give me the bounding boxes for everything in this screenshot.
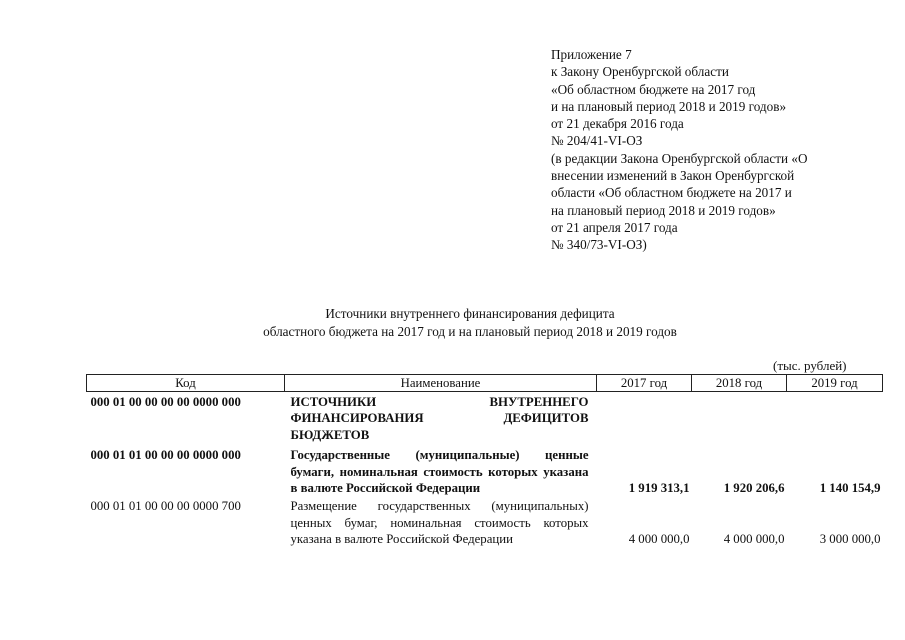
table-header-row [87,375,883,392]
row-value-2019: 3 000 000,0 [819,532,881,547]
row-name: Государственные (муниципальные) ценные бумаги, номинальная стоимость которых указана в валюте Российской Федерации [290,448,589,496]
appendix-note [551,46,881,254]
row-value-2017: 1 919 313,1 [628,481,690,496]
row-code: 000 01 00 00 00 00 0000 000 [90,395,241,409]
row-value-2019: 1 140 154,9 [819,481,881,496]
row-value-2019 [787,392,883,444]
financing-sources-table [86,374,883,548]
table-row [87,443,883,496]
header-code: Код [87,375,285,392]
header-2019: 2019 год [787,375,883,392]
appendix-line: на плановый период 2018 и 2019 годов» [551,202,776,218]
appendix-line: внесении изменений в Закон Оренбургской [551,168,795,184]
row-value-2017: 4 000 000,0 [628,532,690,547]
row-value-2018: 1 920 206,6 [723,481,785,496]
appendix-line: «Об областном бюджете на 2017 год [551,81,756,97]
appendix-line: Приложение 7 [551,47,632,62]
document-title [150,305,790,340]
row-value-2018 [692,392,787,444]
row-value-2017 [597,392,692,444]
table-row [87,496,883,547]
row-code: 000 01 01 00 00 00 0000 000 [90,448,241,463]
appendix-line: от 21 декабря 2016 года [551,116,684,132]
header-name: Наименование [285,375,597,392]
document-title-line-1: Источники внутреннего финансирования дефицита [325,306,615,321]
appendix-line: области «Об областном бюджете на 2017 и [551,185,792,201]
appendix-line: (в редакции Закона Оренбургской области «О [551,150,808,166]
appendix-line: № 204/41-VI-ОЗ [551,133,643,149]
row-code: 000 01 01 00 00 00 0000 700 [90,499,241,514]
appendix-line: и на плановый период 2018 и 2019 годов» [551,98,787,114]
table-row [87,392,883,444]
appendix-line: № 340/73-VI-ОЗ) [551,237,647,253]
appendix-line: к Закону Оренбургской области [551,64,729,80]
appendix-line: от 21 апреля 2017 года [551,219,678,235]
header-2017: 2017 год [597,375,692,392]
units-label: (тыс. рублей) [773,358,847,373]
document-title-line-2: областного бюджета на 2017 год и на плановый период 2018 и 2019 годов [263,323,677,339]
row-name: ИСТОЧНИКИ ВНУТРЕННЕГО ФИНАНСИРОВАНИЯ ДЕФИЦИТОВ БЮДЖЕТОВ [290,395,589,442]
header-2018: 2018 год [692,375,787,392]
row-name: Размещение государственных (муниципальных) ценных бумаг, номинальная стоимость которых указана в валюте Российской Федерации [290,499,589,547]
row-value-2018: 4 000 000,0 [723,532,785,547]
